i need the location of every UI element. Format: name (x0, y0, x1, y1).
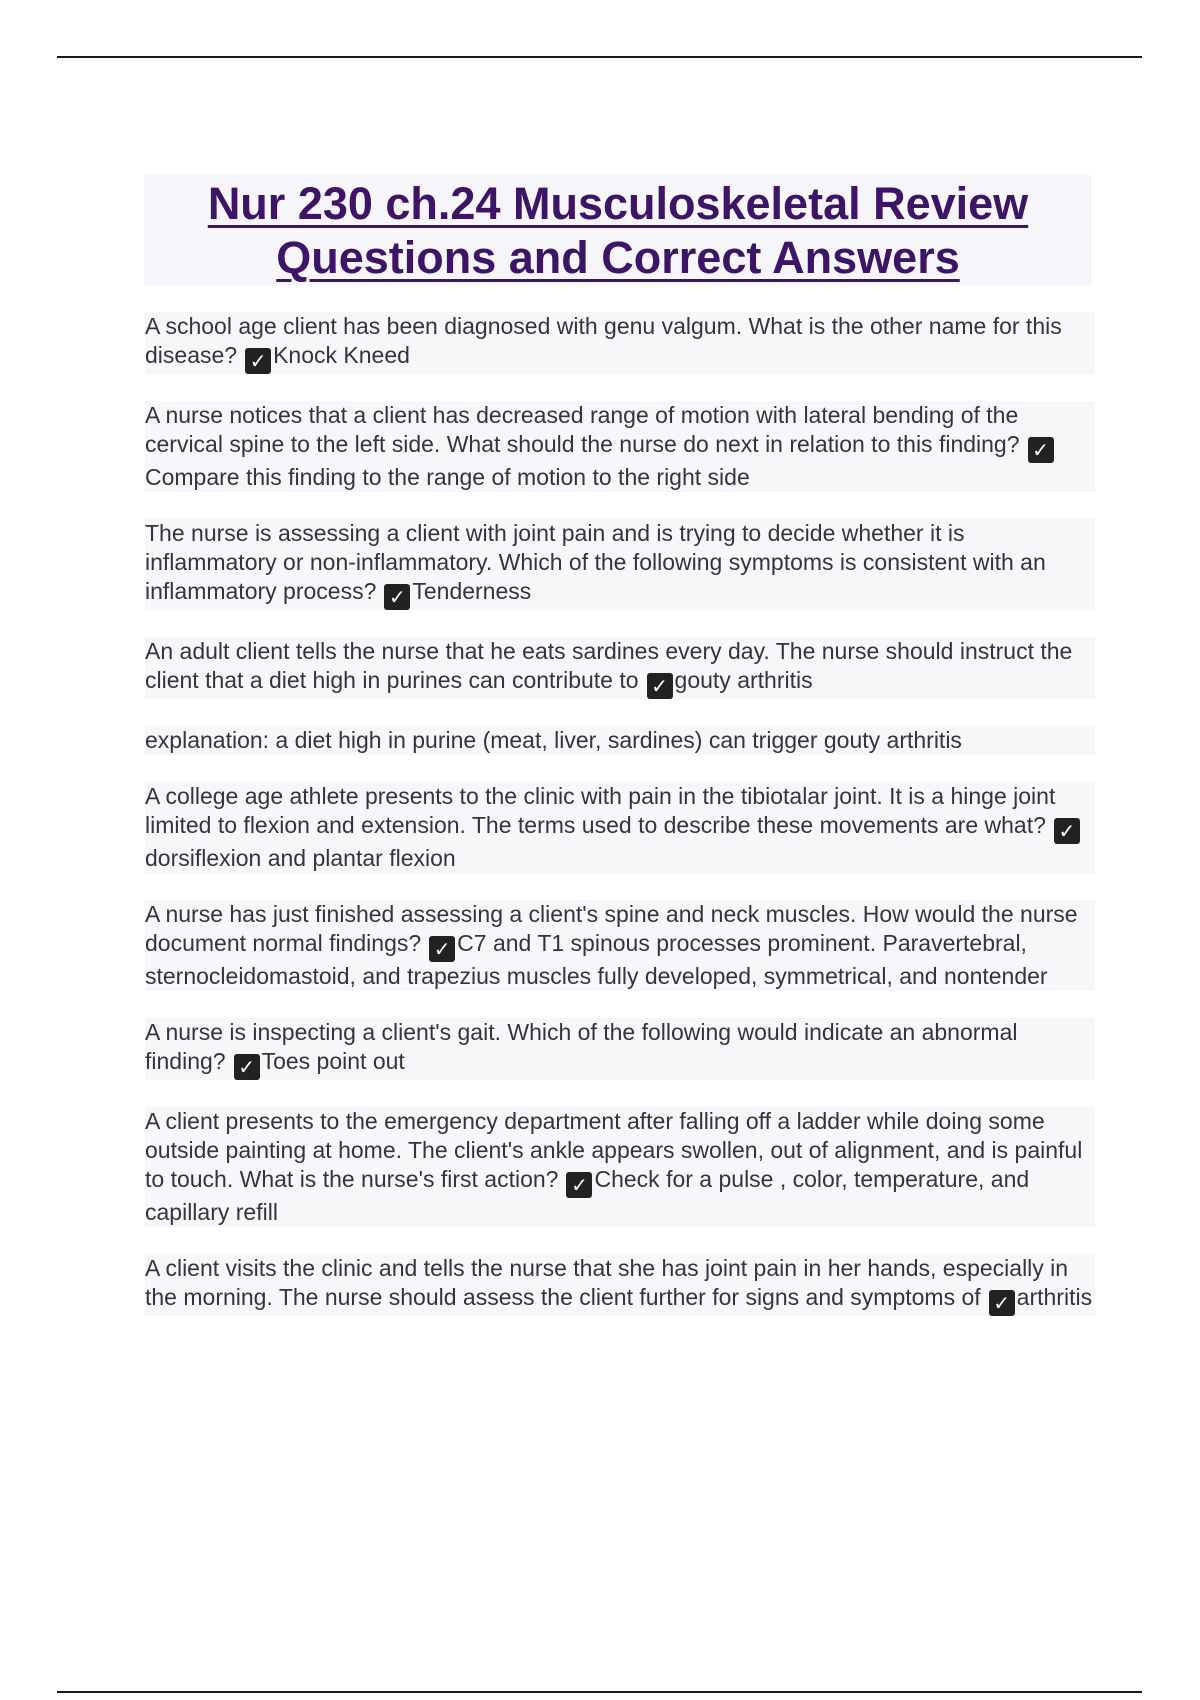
title-block (144, 175, 1092, 285)
checkmark-icon: ✓ (245, 348, 271, 374)
answer-text: Check for a pulse , color, temperature, and capillary refill (145, 1166, 1030, 1225)
question-text: A nurse notices that a client has decreased range of motion with lateral bending of the cervical spine to the left side. What should the nurse do next in relation to this finding? (145, 402, 1020, 457)
qa-item (145, 782, 1095, 873)
answer-text: arthritis (1016, 1284, 1093, 1310)
qa-item (145, 1254, 1095, 1316)
answer-text: Toes point out (261, 1048, 405, 1074)
checkmark-icon: ✓ (1028, 437, 1054, 463)
checkmark-icon: ✓ (429, 936, 455, 962)
top-rule (57, 56, 1142, 58)
question-text: The nurse is assessing a client with joint pain and is trying to decide whether it is inflammatory or non-inflammatory. Which of the following symptoms is consistent with an inflammatory process? (145, 520, 1046, 604)
qa-item (145, 637, 1095, 699)
question-text: A college age athlete presents to the clinic with pain in the tibiotalar joint. It is a hinge joint limited to flexion and extension. The terms used to describe these movements are what? (145, 783, 1056, 838)
checkmark-icon: ✓ (234, 1054, 260, 1080)
answer-text: dorsiflexion and plantar flexion (145, 845, 456, 871)
answer-text: Knock Kneed (273, 342, 410, 368)
document-title: Nur 230 ch.24 Musculoskeletal Review Questions and Correct Answers (207, 178, 1029, 283)
checkmark-icon: ✓ (989, 1290, 1015, 1316)
question-text: A school age client has been diagnosed with genu valgum. What is the other name for this disease? (145, 313, 1062, 368)
bottom-rule (57, 1691, 1142, 1693)
explanation-text: explanation: a diet high in purine (meat, liver, sardines) can trigger gouty arthritis (145, 726, 1095, 755)
qa-item (145, 900, 1095, 991)
qa-list (145, 312, 1095, 1343)
answer-text: Compare this finding to the range of motion to the right side (145, 464, 750, 490)
question-text: An adult client tells the nurse that he eats sardines every day. The nurse should instruct the client that a diet high in purines can contribute to (145, 638, 1073, 693)
qa-item (145, 401, 1095, 492)
question-text: A nurse has just finished assessing a client's spine and neck muscles. How would the nurse document normal findings? (145, 901, 1078, 956)
checkmark-icon: ✓ (647, 673, 673, 699)
checkmark-icon: ✓ (384, 584, 410, 610)
checkmark-icon: ✓ (566, 1172, 592, 1198)
qa-item (145, 1018, 1095, 1080)
checkmark-icon: ✓ (1054, 818, 1080, 844)
qa-item (145, 312, 1095, 374)
qa-item (145, 519, 1095, 610)
question-text: A client visits the clinic and tells the nurse that she has joint pain in her hands, especially in the morning. The nurse should assess the client further for signs and symptoms of (145, 1255, 1069, 1310)
answer-text: gouty arthritis (674, 667, 813, 693)
question-text: A nurse is inspecting a client's gait. Which of the following would indicate an abnormal finding? (145, 1019, 1018, 1074)
answer-text: Tenderness (412, 578, 532, 604)
answer-text: C7 and T1 spinous processes prominent. Paravertebral, sternocleidomastoid, and trapezius muscles fully developed, symmetrical, and nontender (145, 930, 1048, 989)
question-text: A client presents to the emergency department after falling off a ladder while doing some outside painting at home. The client's ankle appears swollen, out of alignment, and is painful to touch. What is the nurse's first action? (145, 1108, 1083, 1192)
qa-item (145, 1107, 1095, 1227)
